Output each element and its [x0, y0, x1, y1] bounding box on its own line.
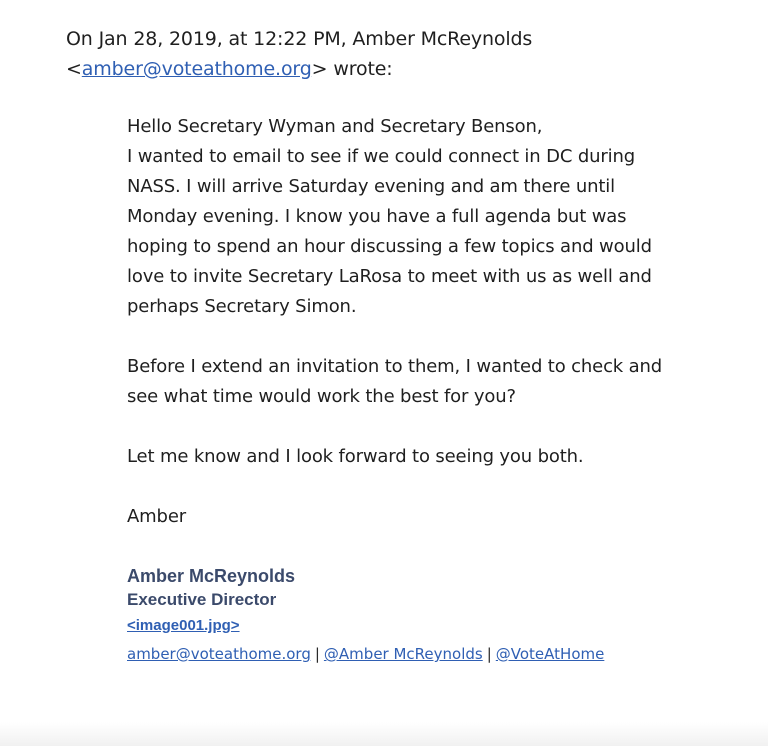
signature-name: Amber McReynolds: [127, 566, 296, 586]
email-quote-header: [66, 24, 756, 84]
paragraph-1: [127, 142, 747, 322]
quote-attribution: On Jan 28, 2019, at 12:22 PM, Amber McReynolds: [66, 28, 533, 50]
page-bottom-edge: [0, 722, 768, 746]
link-separator: |: [314, 645, 320, 663]
open-bracket: <: [66, 58, 82, 80]
email-signature: [127, 564, 747, 666]
greeting-line: Hello Secretary Wyman and Secretary Benson,: [127, 116, 543, 137]
signature-email-link[interactable]: amber@voteathome.org: [127, 645, 311, 663]
signature-personal-handle-link[interactable]: @Amber McReynolds: [323, 645, 483, 663]
signature-org-handle-link[interactable]: @VoteAtHome: [495, 645, 605, 663]
email-body: [127, 112, 747, 532]
link-separator: |: [486, 645, 492, 663]
paragraph-line: NASS. I will arrive Saturday evening and am there until: [127, 176, 615, 197]
paragraph-line: love to invite Secretary LaRosa to meet with us as well and: [127, 266, 652, 287]
image-attachment-link[interactable]: <image001.jpg>: [127, 617, 240, 634]
paragraph-line: see what time would work the best for you?: [127, 386, 516, 407]
signature-links: [127, 642, 747, 666]
signature-title: Executive Director: [127, 590, 277, 609]
paragraph-line: Monday evening. I know you have a full agenda but was: [127, 206, 627, 227]
paragraph-line: hoping to spend an hour discussing a few topics and would: [127, 236, 652, 257]
quote-attribution-email-line: [66, 54, 756, 84]
paragraph-2: [127, 352, 747, 412]
paragraph-line: Before I extend an invitation to them, I wanted to check and: [127, 356, 663, 377]
paragraph-3: Let me know and I look forward to seeing you both.: [127, 446, 584, 467]
paragraph-gap: [127, 322, 747, 352]
paragraph-gap: [127, 412, 747, 442]
paragraph-line: perhaps Secretary Simon.: [127, 296, 357, 317]
closing-name: Amber: [127, 506, 186, 527]
paragraph-line: I wanted to email to see if we could connect in DC during: [127, 146, 635, 167]
sender-email-link[interactable]: amber@voteathome.org: [81, 58, 312, 80]
wrote-label: > wrote:: [311, 58, 393, 80]
paragraph-gap: [127, 472, 747, 502]
